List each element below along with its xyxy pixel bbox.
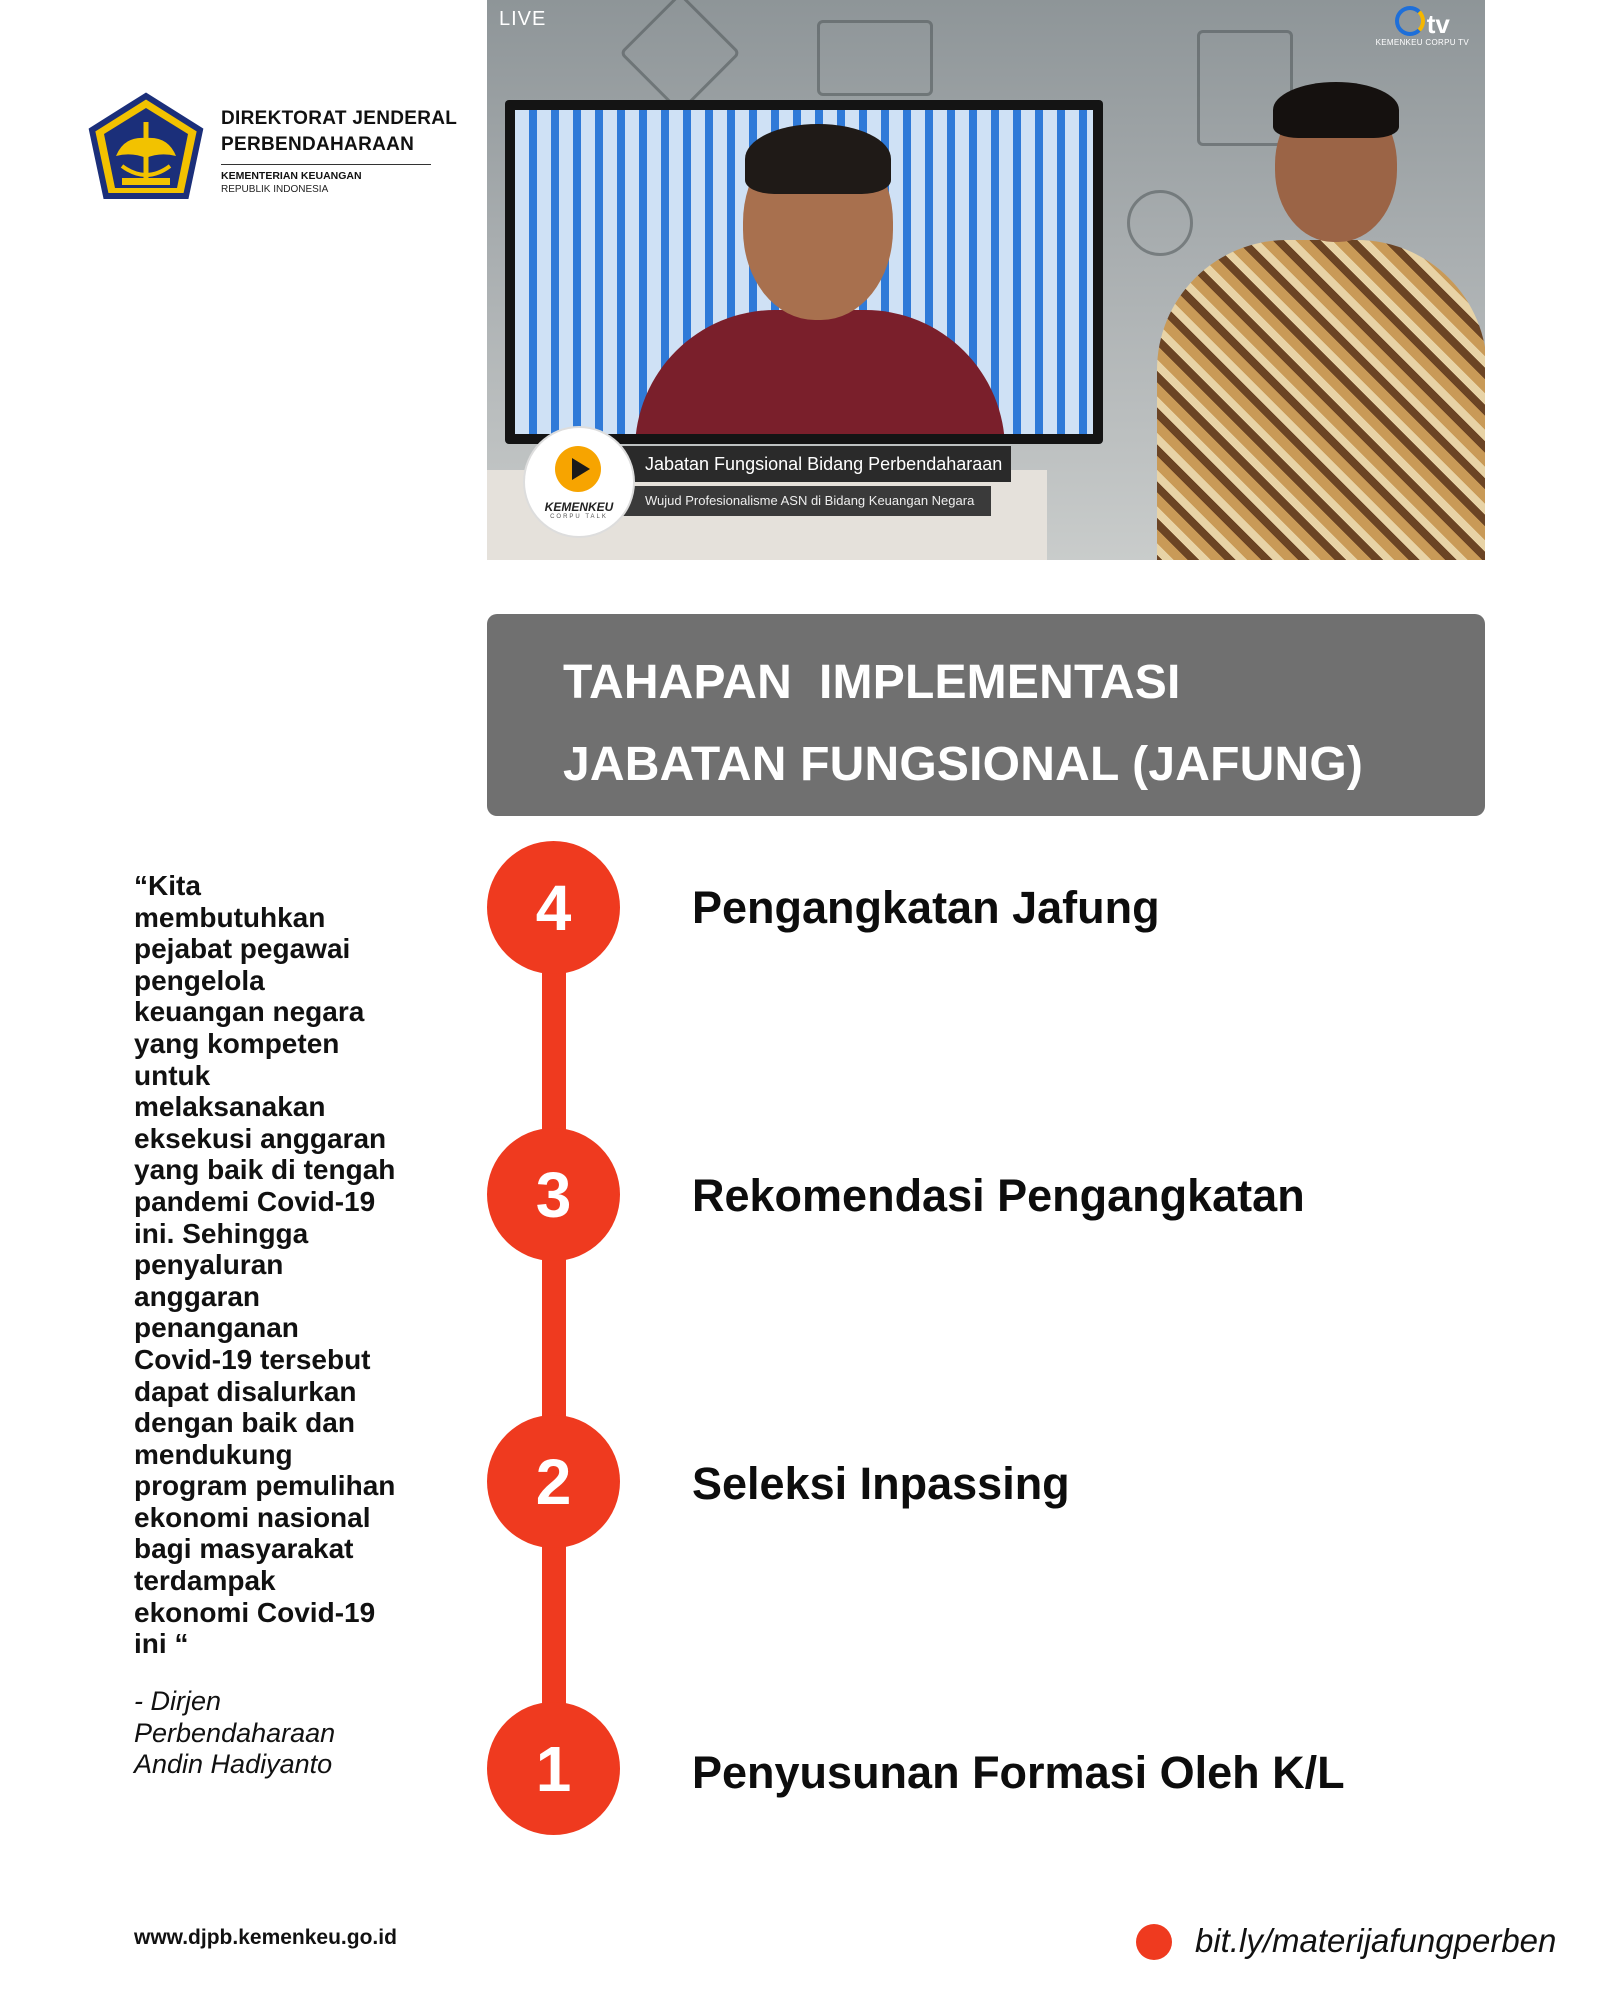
live-label: LIVE xyxy=(499,8,547,30)
tv-brand: tv xyxy=(1426,9,1450,39)
host-figure xyxy=(1157,240,1485,560)
quote-line: melaksanakan xyxy=(134,1091,326,1123)
short-link[interactable]: bit.ly/materijafungperben xyxy=(1195,1922,1557,1959)
lower-third-caption xyxy=(525,428,1085,540)
kemenkeu-emblem-icon xyxy=(86,92,206,204)
website-link[interactable]: www.djpb.kemenkeu.go.id xyxy=(134,1926,397,1949)
timeline-rail xyxy=(542,912,566,1772)
step-label: Penyusunan Formasi Oleh K/L xyxy=(692,1747,1345,1798)
quote-line: yang kompeten xyxy=(134,1027,340,1059)
corpu-talk-badge xyxy=(525,428,633,536)
org-divider xyxy=(221,164,431,165)
quote-line: Covid-19 tersebut xyxy=(134,1343,371,1375)
attribution-line: - Dirjen xyxy=(134,1686,222,1716)
quote-line: yang baik di tengah xyxy=(134,1154,396,1186)
quote-line: ekonomi nasional xyxy=(134,1501,371,1533)
host-hair xyxy=(1273,82,1399,138)
quote-line: ekonomi Covid-19 xyxy=(134,1596,376,1628)
guest-video-feed xyxy=(515,110,1093,434)
step-label: Pengangkatan Jafung xyxy=(692,882,1160,933)
quote-line: keuangan negara xyxy=(134,996,365,1028)
tv-ring-icon xyxy=(1395,6,1425,36)
badge-brand-sub: CORPU TALK xyxy=(550,514,608,520)
step-label: Rekomendasi Pengangkatan xyxy=(692,1170,1305,1221)
guest-hair xyxy=(745,124,891,194)
quote-line: program pemulihan xyxy=(134,1470,396,1502)
attribution-line: Perbendaharaan xyxy=(134,1717,336,1748)
quote-line: terdampak xyxy=(134,1565,276,1597)
quote-line: pandemi Covid-19 xyxy=(134,1185,376,1217)
quote-attribution xyxy=(134,1686,434,1781)
quote-line: untuk xyxy=(134,1059,211,1091)
quote-line: mendukung xyxy=(134,1438,293,1470)
quote-line: anggaran xyxy=(134,1280,261,1312)
quote-line: penanganan xyxy=(134,1312,299,1344)
step-label: Seleksi Inpassing xyxy=(692,1458,1070,1509)
quote-line: ini. Sehingga xyxy=(134,1217,309,1249)
country-name: REPUBLIK INDONESIA xyxy=(221,184,329,195)
quote-block xyxy=(134,870,434,1660)
quote-line: dengan baik dan xyxy=(134,1407,355,1439)
doodle-shape xyxy=(619,0,741,114)
guest-figure xyxy=(635,310,1005,434)
title-line-1: TAHAPAN IMPLEMENTASI xyxy=(563,656,1181,709)
quote-line: membutuhkan xyxy=(134,901,326,933)
step-number-badge: 3 xyxy=(487,1128,620,1261)
quote-line: bagi masyarakat xyxy=(134,1533,354,1565)
caption-title: Jabatan Fungsional Bidang Perbendaharaan xyxy=(611,446,1011,482)
quote-line: pengelola xyxy=(134,964,265,996)
step-number-badge: 2 xyxy=(487,1415,620,1548)
quote-line: penyaluran xyxy=(134,1249,284,1281)
doodle-shape xyxy=(1127,190,1193,256)
quote-line: “Kita xyxy=(134,870,201,901)
quote-line: eksekusi anggaran xyxy=(134,1122,387,1154)
bullet-dot-icon xyxy=(1136,1924,1172,1960)
doodle-shape xyxy=(817,20,933,96)
quote-line: pejabat pegawai xyxy=(134,933,351,965)
section-title-box xyxy=(487,614,1485,816)
caption-subtitle: Wujud Profesionalisme ASN di Bidang Keuangan Negara xyxy=(611,486,991,516)
ministry-name: KEMENTERIAN KEUANGAN xyxy=(221,170,362,182)
org-name-line2: PERBENDAHARAAN xyxy=(221,134,415,155)
step-number-badge: 4 xyxy=(487,841,620,974)
quote-line: ini “ xyxy=(134,1628,189,1660)
quote-line: dapat disalurkan xyxy=(134,1375,357,1407)
title-line-2: JABATAN FUNGSIONAL (JAFUNG) xyxy=(563,738,1364,791)
corpu-tv-logo xyxy=(1376,6,1469,47)
play-icon xyxy=(555,446,601,492)
video-screenshot xyxy=(487,0,1485,560)
monitor xyxy=(505,100,1103,444)
attribution-line: Andin Hadiyanto xyxy=(134,1749,333,1779)
organization-header xyxy=(86,92,466,212)
step-number-badge: 1 xyxy=(487,1702,620,1835)
org-name-line1: DIREKTORAT JENDERAL xyxy=(221,108,458,129)
tv-subtitle: KEMENKEU CORPU TV xyxy=(1375,38,1469,47)
badge-brand: KEMENKEU xyxy=(544,500,614,514)
